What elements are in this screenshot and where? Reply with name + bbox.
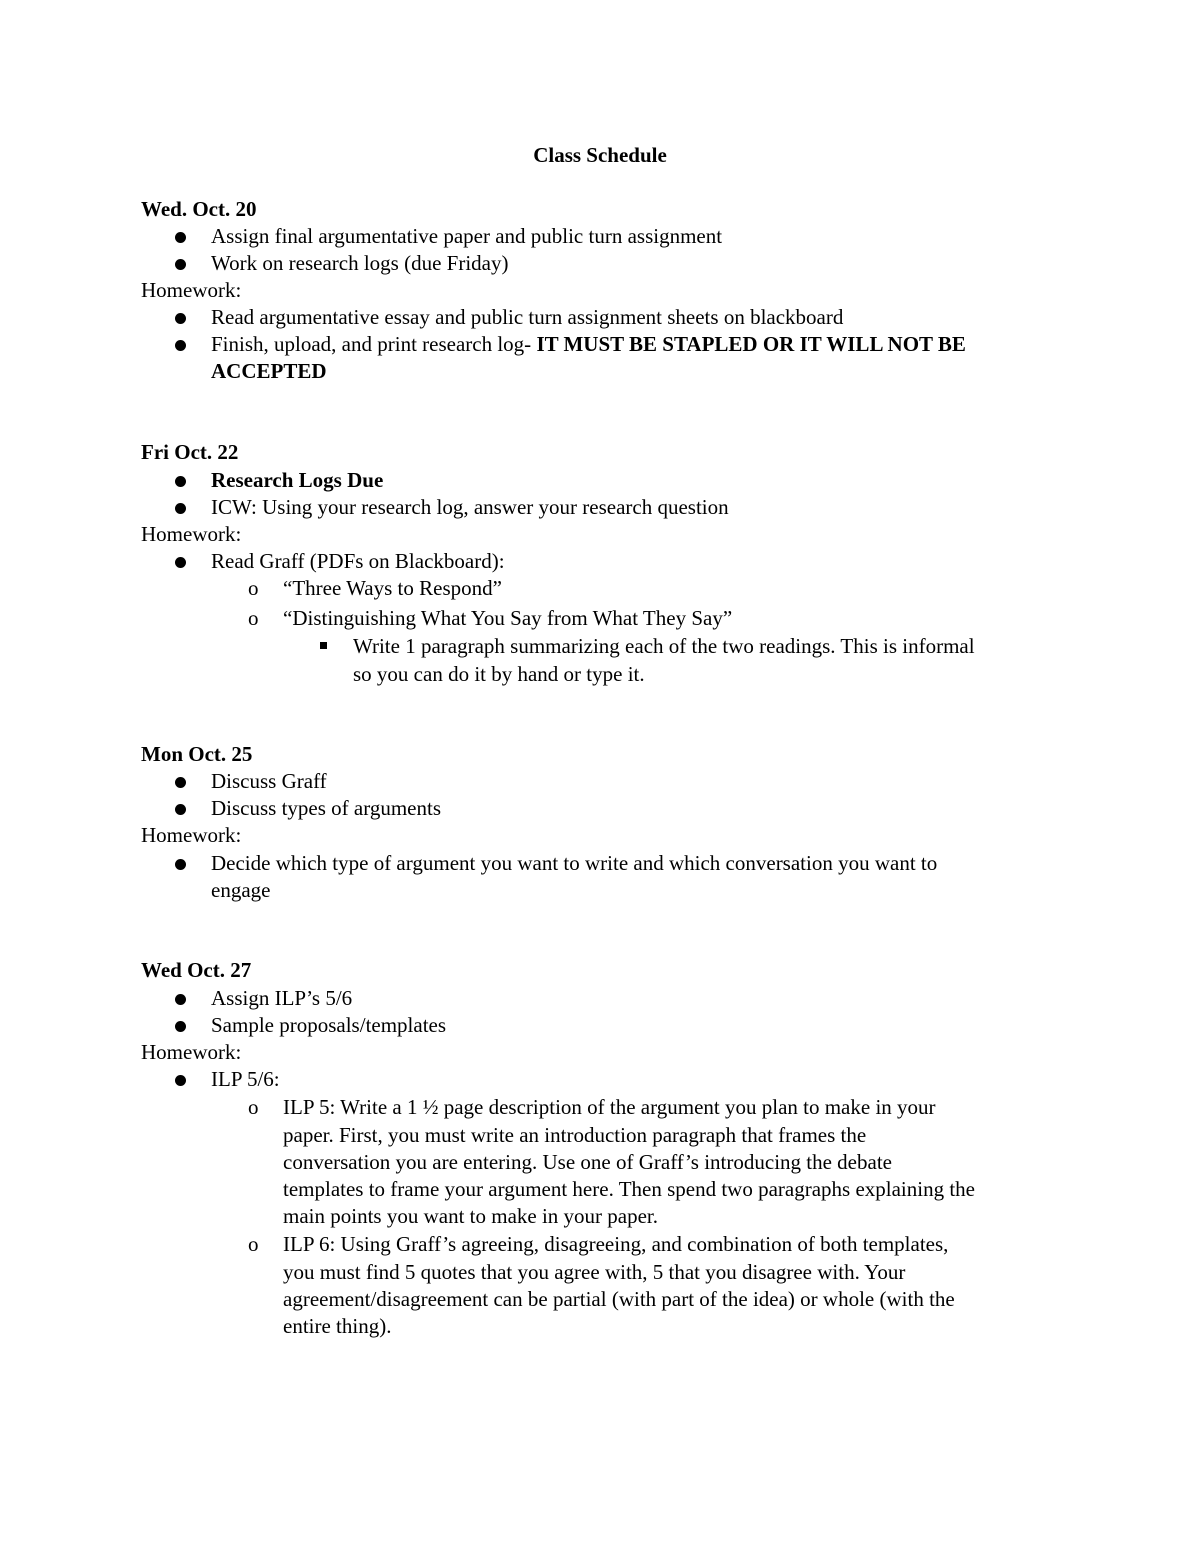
list-item-text: Finish, upload, and print research log- <box>211 332 537 356</box>
hollow-bullet-icon: o <box>248 606 259 630</box>
sub-list-item-continued: main points you want to make in your paper. <box>283 1204 659 1228</box>
list-item <box>211 331 966 358</box>
bullet-icon <box>175 994 186 1005</box>
bullet-icon <box>175 1075 186 1086</box>
bullet-icon <box>175 340 186 351</box>
page-title: Class Schedule <box>533 143 667 167</box>
bullet-icon <box>175 313 186 324</box>
section-date-oct27: Wed Oct. 27 <box>141 958 252 982</box>
list-item: Discuss types of arguments <box>211 796 442 820</box>
homework-label: Homework: <box>141 823 242 847</box>
bullet-icon <box>175 804 186 815</box>
sub-list-item: ILP 5: Write a 1 ½ page description of the argument you plan to make in your <box>283 1095 936 1119</box>
list-item: Research Logs Due <box>211 468 384 492</box>
sub-list-item-continued: agreement/disagreement can be partial (with part of the idea) or whole (with the <box>283 1287 955 1311</box>
list-item: ILP 5/6: <box>211 1067 280 1091</box>
list-item: Discuss Graff <box>211 769 327 793</box>
hollow-bullet-icon: o <box>248 576 259 600</box>
sub-list-item-continued: entire thing). <box>283 1314 392 1338</box>
bullet-icon <box>175 557 186 568</box>
square-bullet-icon <box>320 642 327 649</box>
list-item: Assign ILP’s 5/6 <box>211 986 353 1010</box>
bullet-icon <box>175 1021 186 1032</box>
section-date-oct25: Mon Oct. 25 <box>141 742 253 766</box>
list-item: Decide which type of argument you want to write and which conversation you want to <box>211 851 938 875</box>
list-item: Sample proposals/templates <box>211 1013 447 1037</box>
section-date-oct22: Fri Oct. 22 <box>141 440 239 464</box>
bullet-icon <box>175 259 186 270</box>
sub-list-item-continued: paper. First, you must write an introduction paragraph that frames the <box>283 1123 867 1147</box>
sub-list-item: ILP 6: Using Graff’s agreeing, disagreeing, and combination of both templates, <box>283 1232 949 1256</box>
bullet-icon <box>175 232 186 243</box>
bullet-icon <box>175 859 186 870</box>
list-item: Read Graff (PDFs on Blackboard): <box>211 549 505 573</box>
list-item: ICW: Using your research log, answer your research question <box>211 495 729 519</box>
sub-list-item: “Distinguishing What You Say from What They Say” <box>283 606 733 630</box>
bullet-icon <box>175 476 186 487</box>
sub-list-item: “Three Ways to Respond” <box>283 576 502 600</box>
hollow-bullet-icon: o <box>248 1232 259 1256</box>
sub-sub-list-item-continued: so you can do it by hand or type it. <box>353 662 645 686</box>
sub-sub-list-item: Write 1 paragraph summarizing each of the two readings. This is informal <box>353 634 975 658</box>
emphasis-text: IT MUST BE STAPLED OR IT WILL NOT BE <box>536 332 966 356</box>
homework-label: Homework: <box>141 278 242 302</box>
hollow-bullet-icon: o <box>248 1095 259 1119</box>
emphasis-text-continued: ACCEPTED <box>211 359 327 383</box>
sub-list-item-continued: templates to frame your argument here. Then spend two paragraphs explaining the <box>283 1177 976 1201</box>
sub-list-item-continued: conversation you are entering. Use one of Graff’s introducing the debate <box>283 1150 892 1174</box>
list-item: Work on research logs (due Friday) <box>211 251 509 275</box>
bullet-icon <box>175 777 186 788</box>
section-date-oct20: Wed. Oct. 20 <box>141 197 257 221</box>
homework-label: Homework: <box>141 522 242 546</box>
bullet-icon <box>175 503 186 514</box>
list-item: Read argumentative essay and public turn assignment sheets on blackboard <box>211 305 844 329</box>
sub-list-item-continued: you must find 5 quotes that you agree with, 5 that you disagree with. Your <box>283 1260 906 1284</box>
list-item: Assign final argumentative paper and public turn assignment <box>211 224 723 248</box>
list-item-continued: engage <box>211 878 271 902</box>
homework-label: Homework: <box>141 1040 242 1064</box>
